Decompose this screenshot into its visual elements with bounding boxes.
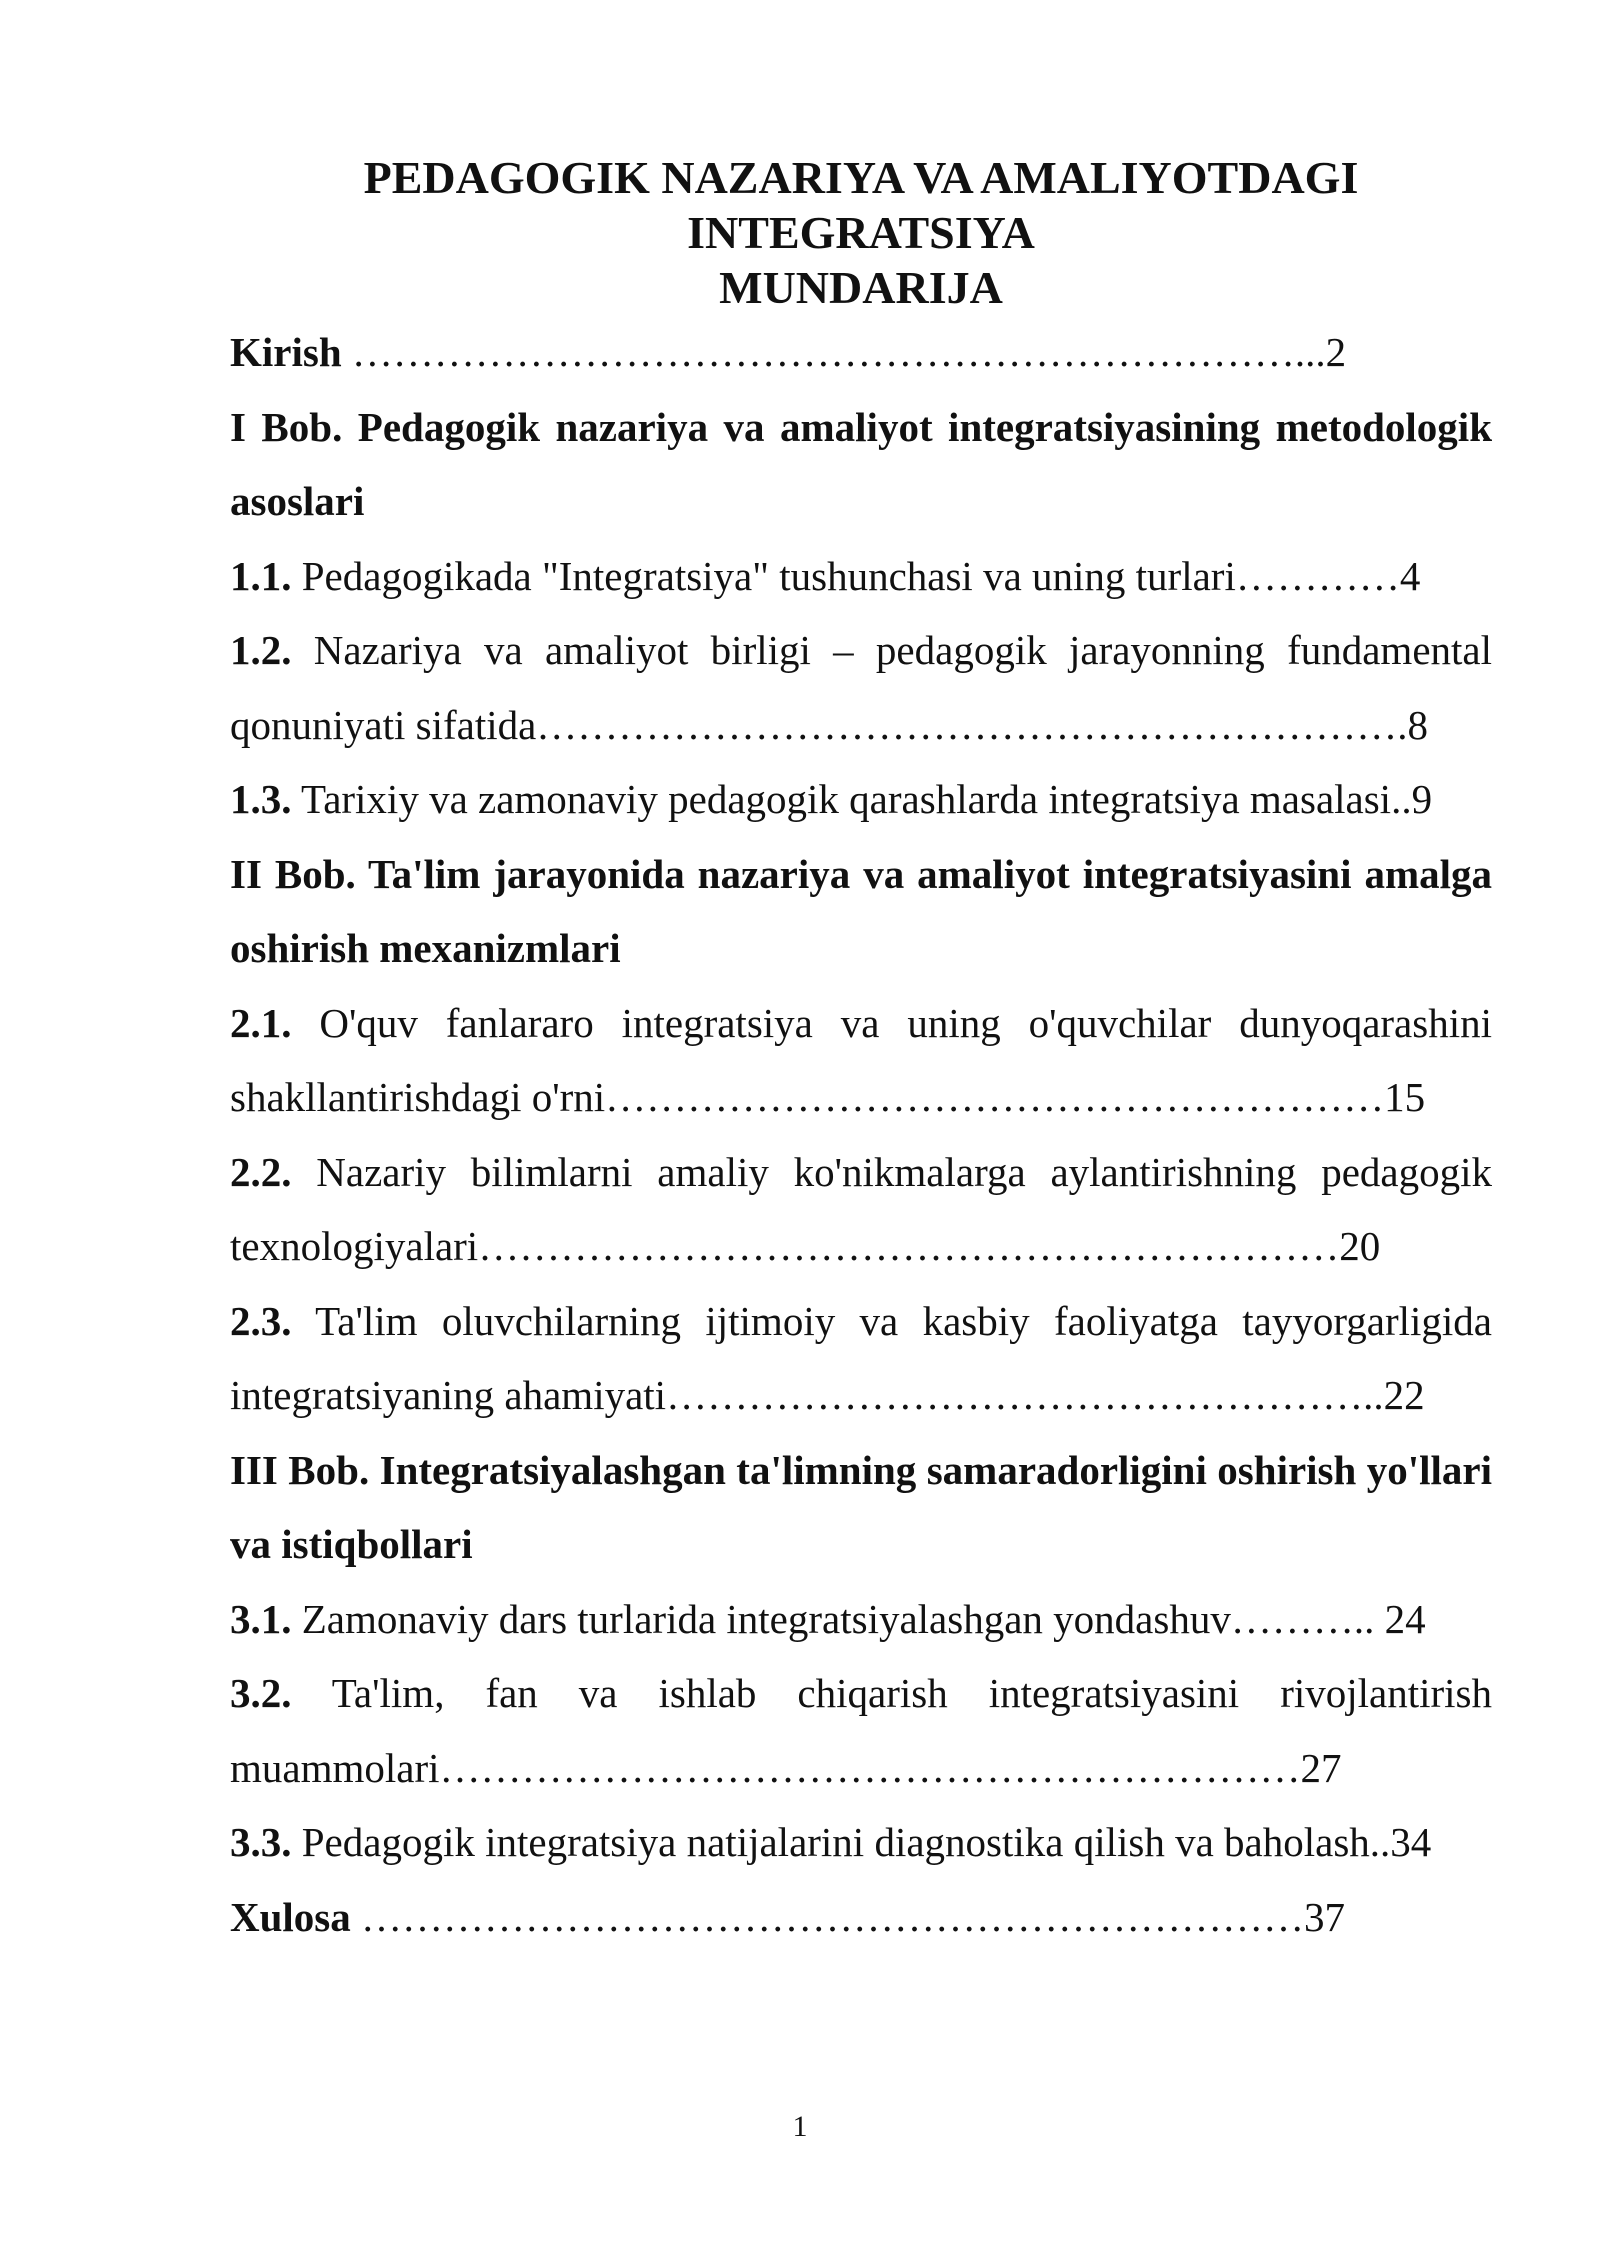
toc-entry-text: Nazariy bilimlarni amaliy ko'nikmalarga aylantirishning pedagogik texnologiyalari………………………………………………………20 xyxy=(230,1148,1492,1269)
toc-entry-3-2 xyxy=(230,1656,1492,1805)
toc-entry-number: 1.2. xyxy=(230,627,292,673)
toc-chapter-1: I Bob. Pedagogik nazariya va amaliyot integratsiyasining metodologik asoslari xyxy=(230,403,1492,524)
toc-entry-number: 3.2. xyxy=(230,1670,292,1716)
toc-entry-text: O'quv fanlararo integratsiya va uning o'quvchilar dunyoqarashini shakllantirishdagi o'rni…………………………………………………15 xyxy=(230,999,1492,1120)
document-title xyxy=(230,150,1492,315)
toc-entry-3-3 xyxy=(230,1805,1492,1880)
toc-entry-text: Nazariya va amaliyot birligi – pedagogik jarayonning fundamental qonuniyati sifatida……………………………………………………….8 xyxy=(230,627,1492,748)
toc-entry-label: Kirish xyxy=(230,329,342,375)
table-of-contents xyxy=(230,315,1492,1954)
toc-entry-text: Pedagogik integratsiya natijalarini diagnostika qilish va baholash..34 xyxy=(291,1819,1432,1865)
toc-entry-number: 2.1. xyxy=(230,999,292,1046)
toc-entry-text: ……………………………………………………………37 xyxy=(350,1893,1346,1940)
toc-entry-text: ……………………………………………………………...2 xyxy=(341,329,1347,375)
toc-chapter-3: III Bob. Integratsiyalashgan ta'limning samaradorligini oshirish yo'llari va istiqbollari xyxy=(230,1446,1492,1567)
toc-entry-xulosa xyxy=(230,1880,1492,1955)
toc-entry-text: Pedagogikada "Integratsiya" tushunchasi va uning turlari…………4 xyxy=(291,552,1421,599)
toc-entry-text: Ta'lim oluvchilarning ijtimoiy va kasbiy faoliyatga tayyorgarligida integratsiyaning ahamiyati……………………………………………..22 xyxy=(230,1297,1492,1418)
title-line-2: INTEGRATSIYA xyxy=(687,207,1035,258)
toc-entry-1-1 xyxy=(230,539,1492,614)
toc-entry-text: Tarixiy va zamonaviy pedagogik qarashlarda integratsiya masalasi..9 xyxy=(291,776,1433,822)
toc-entry-1-3 xyxy=(230,762,1492,837)
toc-entry-number: 2.2. xyxy=(230,1148,292,1195)
toc-entry-number: 1.1. xyxy=(230,552,292,599)
title-line-1: PEDAGOGIK NAZARIYA VA AMALIYOTDAGI xyxy=(363,152,1359,203)
toc-entry-2-1 xyxy=(230,986,1492,1135)
toc-heading: MUNDARIJA xyxy=(719,262,1003,313)
toc-entry-number: 1.3. xyxy=(230,776,292,822)
toc-chapter-2: II Bob. Ta'lim jarayonida nazariya va amaliyot integratsiyasini amalga oshirish mexanizmlari xyxy=(230,850,1492,971)
toc-entry-number: 3.3. xyxy=(230,1819,292,1865)
document-page xyxy=(230,150,1492,1954)
toc-entry-kirish xyxy=(230,315,1492,390)
toc-entry-1-2 xyxy=(230,613,1492,762)
toc-entry-text: Ta'lim, fan va ishlab chiqarish integratsiyasini rivojlantirish muammolari………………………………………………………27 xyxy=(230,1670,1492,1791)
toc-entry-text: Zamonaviy dars turlarida integratsiyalashgan yondashuv……….. 24 xyxy=(291,1595,1426,1642)
toc-entry-number: 2.3. xyxy=(230,1297,292,1344)
toc-entry-2-3 xyxy=(230,1284,1492,1433)
page-number: 1 xyxy=(792,2110,808,2143)
toc-entry-number: 3.1. xyxy=(230,1595,292,1642)
toc-entry-label: Xulosa xyxy=(230,1893,351,1940)
toc-entry-3-1 xyxy=(230,1582,1492,1657)
toc-entry-2-2 xyxy=(230,1135,1492,1284)
